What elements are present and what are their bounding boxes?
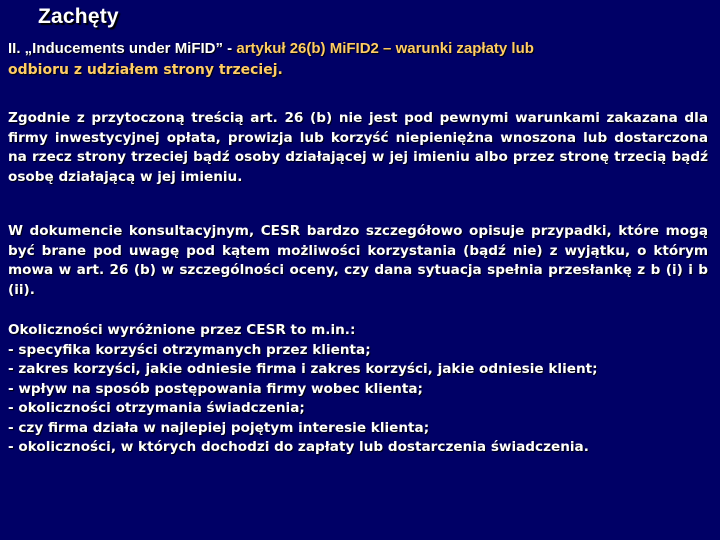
paragraph-2: W dokumencie konsultacyjnym, CESR bardzo szczegółowo opisuje przypadki, które mogą być brane pod uwagę pod kątem możliwości korzystania (bądź nie) z wyjątku, o którym mowa w art. 26 (b) w szczególności oceny, czy dana sytuacja spełnia przesłankę z b (i) i b (ii).: [8, 223, 708, 298]
list-item: - wpływ na sposób postępowania firmy wobec klienta;: [8, 380, 423, 397]
list-item: - okoliczności, w których dochodzi do zapłaty lub dostarczenia świadczenia.: [8, 439, 589, 455]
list-item: - zakres korzyści, jakie odniesie firma i zakres korzyści, jakie odniesie klient;: [8, 361, 598, 377]
paragraph-1: Zgodnie z przytoczoną treścią art. 26 (b) nie jest pod pewnymi warunkami zakazana dla firmy inwestycyjnej opłata, prowizja lub korzyść niepieniężna wnoszona lub dostarczona na rzecz strony trzeciej bądź osoby działającej w jej imieniu albo przez stronę trzecią bądź osobę działającą w jej imieniu.: [8, 110, 708, 185]
subtitle-line2: odbioru z udziałem strony trzeciej.: [8, 62, 283, 78]
subtitle-prefix: II. „Inducements under MiFID” -: [8, 40, 237, 57]
list-item: - specyfika korzyści otrzymanych przez klienta;: [8, 341, 371, 358]
list-intro: Okoliczności wyróżnione przez CESR to m.in.:: [8, 322, 356, 338]
circumstances-list: [8, 321, 708, 458]
slide-title: Zachęty: [38, 5, 119, 28]
list-item: - czy firma działa w najlepiej pojętym interesie klienta;: [8, 419, 430, 436]
slide-subtitle: [8, 38, 708, 81]
subtitle-highlight: artykuł 26(b) MiFID2 – warunki zapłaty lub: [236, 40, 534, 57]
list-item: - okoliczności otrzymania świadczenia;: [8, 400, 305, 416]
